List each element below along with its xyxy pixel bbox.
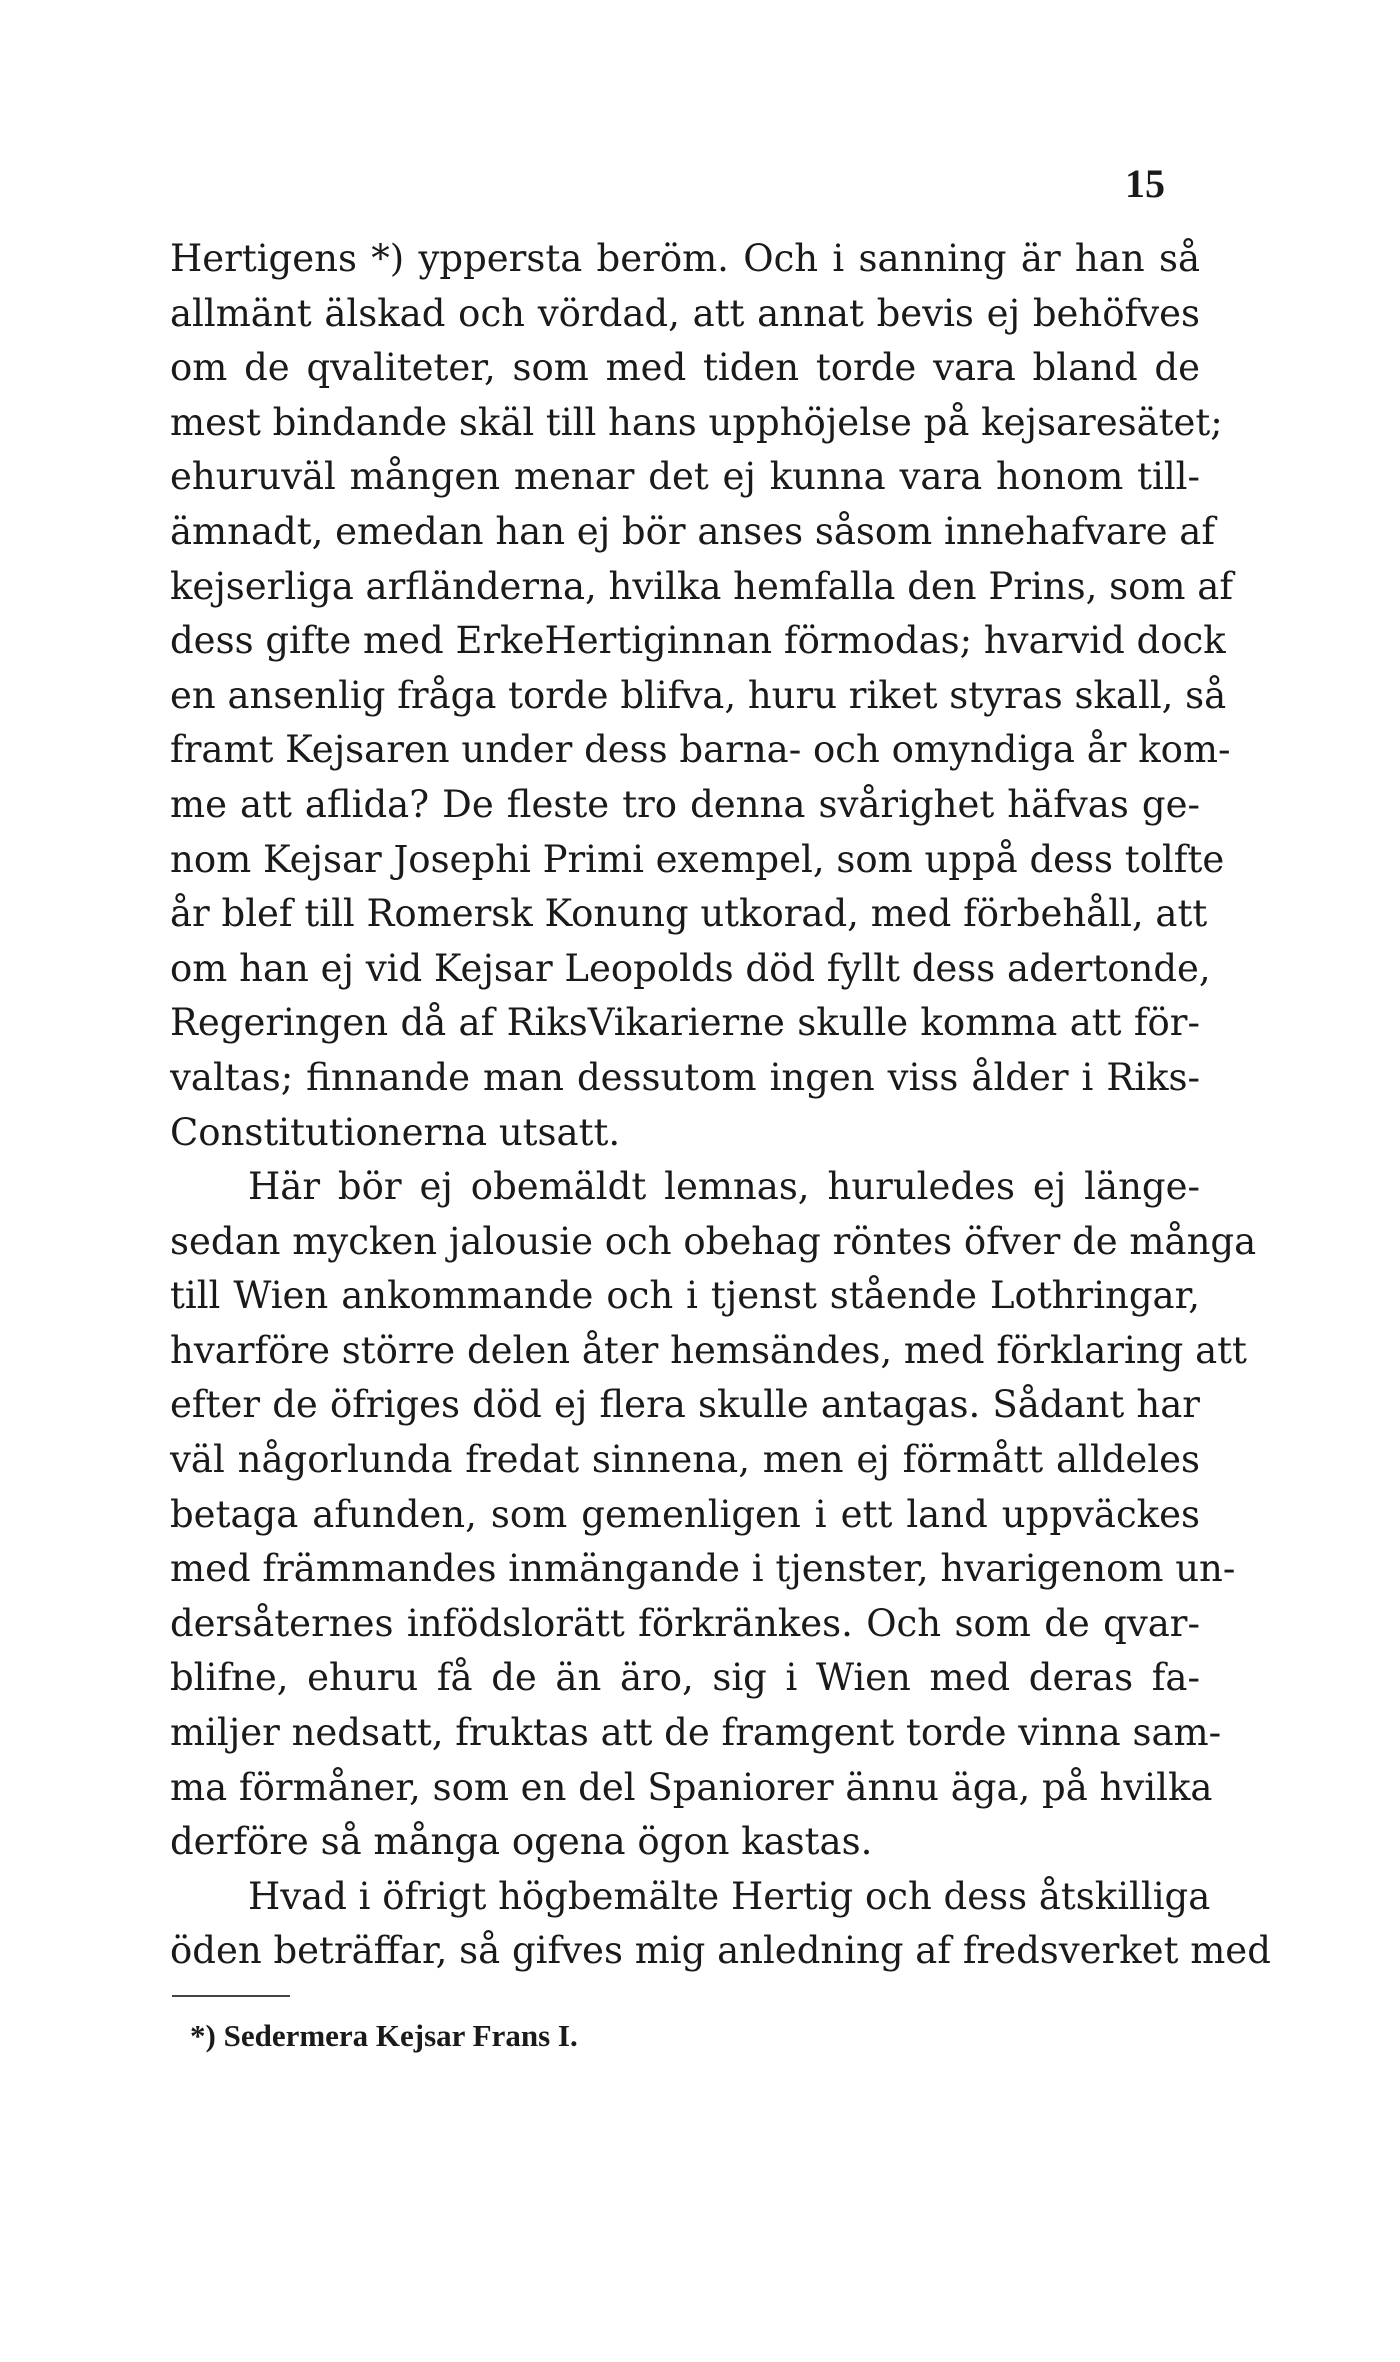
text-line: Hvad i öfrigt högbemälte Hertig och dess åtskilliga — [248, 1874, 1211, 1918]
text-line: en ansenlig fråga torde blifva, huru riket styras skall, så — [170, 673, 1227, 717]
text-line: framt Kejsaren under dess barna- och omyndiga år kom- — [170, 728, 1231, 772]
text-line: om de qvaliteter, som med tiden torde vara bland de — [170, 346, 1200, 390]
text-line: me att aflida? De fleste tro denna svårighet häfvas ge- — [170, 782, 1200, 826]
text-line: ehuruväl mången menar det ej kunna vara honom till- — [170, 455, 1200, 499]
text-line: väl någorlunda fredat sinnena, men ej förmått alldeles — [170, 1438, 1200, 1482]
text-line: kejserliga arfländerna, hvilka hemfalla den Prins, som af — [170, 564, 1234, 608]
text-line: dess gifte med ErkeHertiginnan förmodas; hvarvid dock — [170, 619, 1226, 663]
text-line: efter de öfriges död ej flera skulle antagas. Sådant har — [170, 1383, 1200, 1427]
text-line: ämnadt, emedan han ej bör anses såsom innehafvare af — [170, 509, 1216, 553]
text-line: betaga afunden, som gemenligen i ett land uppväckes — [170, 1492, 1200, 1536]
text-line: Här bör ej obemäldt lemnas, huruledes ej länge- — [248, 1165, 1200, 1209]
text-line: valtas; finnande man dessutom ingen viss ålder i Riks- — [170, 1055, 1200, 1099]
text-line: mest bindande skäl till hans upphöjelse på kejsaresätet; — [170, 400, 1223, 444]
text-line: med främmandes inmängande i tjenster, hvarigenom un- — [170, 1547, 1236, 1591]
text-line: till Wien ankommande och i tjenst stående Lothringar, — [170, 1274, 1200, 1318]
page-number: 15 — [1125, 161, 1165, 206]
footnote-rule — [172, 1995, 290, 1997]
text-line: öden beträffar, så gifves mig anledning af fredsverket med — [170, 1929, 1271, 1973]
text-line: om han ej vid Kejsar Leopolds död fyllt dess adertonde, — [170, 946, 1211, 990]
text-line: hvarföre större delen åter hemsändes, med förklaring att — [170, 1328, 1247, 1372]
text-line: sedan mycken jalousie och obehag röntes öfver de många — [170, 1219, 1257, 1263]
body-text — [170, 232, 1271, 1979]
text-line: dersåternes infödslorätt förkränkes. Och som de qvar- — [170, 1601, 1200, 1645]
text-line: blifne, ehuru få de än äro, sig i Wien med deras fa- — [170, 1656, 1200, 1700]
text-line: ma förmåner, som en del Spaniorer ännu äga, på hvilka — [170, 1765, 1213, 1809]
text-line: nom Kejsar Josephi Primi exempel, som uppå dess tolfte — [170, 837, 1225, 881]
text-line: Hertigens *) yppersta beröm. Och i sanning är han så — [170, 237, 1200, 280]
text-line: miljer nedsatt, fruktas att de framgent torde vinna sam- — [170, 1711, 1222, 1755]
text-line: Regeringen då af RiksVikarierne skulle komma att för- — [170, 1001, 1200, 1045]
text-line: derföre så många ogena ögon kastas. — [170, 1820, 873, 1864]
footnote: *) Sedermera Kejsar Frans I. — [190, 2018, 578, 2053]
text-line: allmänt älskad och vördad, att annat bevis ej behöfves — [170, 291, 1200, 335]
text-line: år blef till Romersk Konung utkorad, med förbehåll, att — [170, 892, 1208, 936]
text-line: Constitutionerna utsatt. — [170, 1110, 621, 1154]
